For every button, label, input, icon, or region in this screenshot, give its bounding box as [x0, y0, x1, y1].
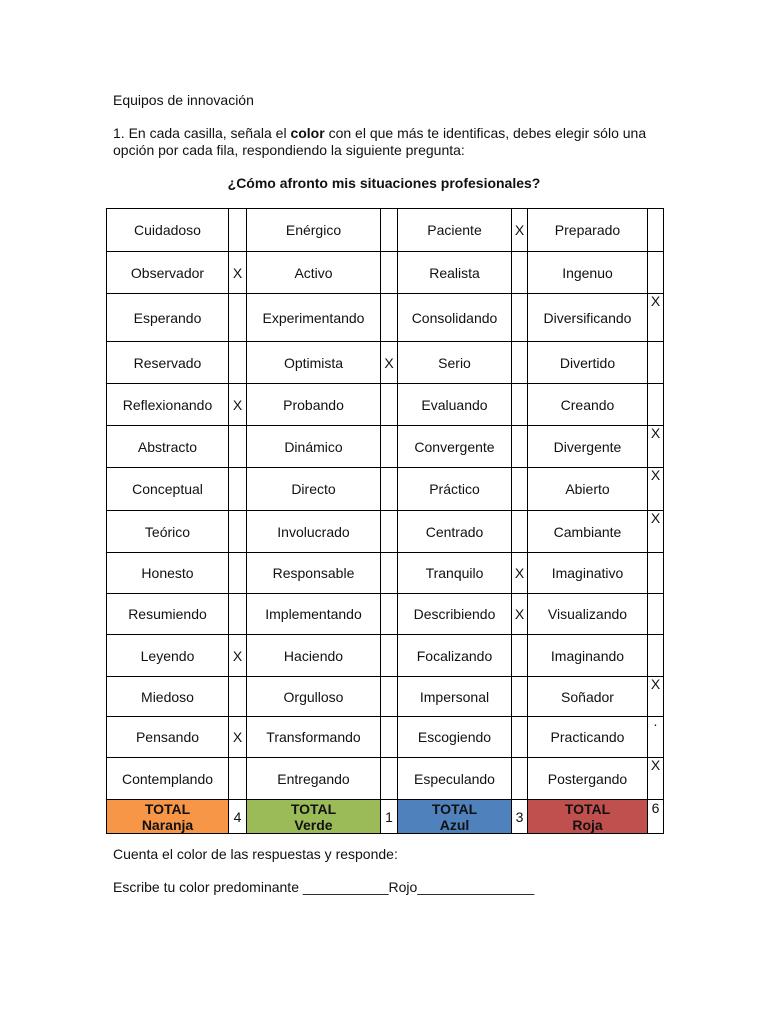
option-word: Postergando	[528, 758, 648, 800]
selection-mark-cell[interactable]: X	[648, 758, 664, 800]
selection-mark-cell[interactable]	[381, 384, 398, 426]
total-label: TOTAL	[144, 800, 191, 817]
total-label-cell	[107, 800, 229, 834]
option-word: Probando	[247, 384, 381, 426]
selection-mark-cell[interactable]: X	[512, 553, 528, 594]
option-word: Resumiendo	[107, 594, 229, 635]
option-word: Evaluando	[398, 384, 512, 426]
option-word: Serio	[398, 342, 512, 384]
option-word: Convergente	[398, 426, 512, 468]
selection-mark-cell[interactable]: X	[512, 209, 528, 252]
selection-mark-cell[interactable]	[648, 342, 664, 384]
total-color-name: Roja	[572, 816, 603, 833]
instruction-text-end: con el que más te identificas, debes elegir sólo una opción por cada fila, respondiendo la siguiente pregunta:	[113, 125, 647, 158]
option-word: Centrado	[398, 511, 512, 553]
option-word: Transformando	[247, 717, 381, 758]
selection-mark-cell[interactable]	[381, 594, 398, 635]
option-word: Implementando	[247, 594, 381, 635]
selection-mark-cell[interactable]	[381, 252, 398, 294]
dominant-color-line: Escribe tu color predominante ___________Rojo_______________	[113, 879, 535, 895]
selection-mark-cell[interactable]	[648, 553, 664, 594]
selection-mark-cell[interactable]: X	[229, 717, 247, 758]
selection-mark-cell[interactable]	[229, 209, 247, 252]
option-word: Enérgico	[247, 209, 381, 252]
option-word: Honesto	[107, 553, 229, 594]
option-word: Escogiendo	[398, 717, 512, 758]
selection-mark-cell[interactable]	[648, 252, 664, 294]
total-label: TOTAL	[564, 800, 611, 817]
total-color-name: Verde	[294, 816, 333, 833]
selection-mark-cell[interactable]	[512, 468, 528, 511]
selection-mark-cell[interactable]	[381, 677, 398, 717]
selection-mark-cell[interactable]	[381, 635, 398, 677]
selection-mark-cell[interactable]	[512, 717, 528, 758]
selection-mark-cell[interactable]	[512, 635, 528, 677]
selection-mark-cell[interactable]	[381, 553, 398, 594]
total-label-cell	[528, 800, 648, 834]
option-word: Abierto	[528, 468, 648, 511]
table-row	[107, 635, 664, 677]
selection-mark-cell[interactable]: X	[648, 677, 664, 717]
table-row	[107, 553, 664, 594]
selection-mark-cell[interactable]	[229, 294, 247, 342]
option-word: Observador	[107, 252, 229, 294]
selection-mark-cell[interactable]	[512, 758, 528, 800]
total-label: TOTAL	[431, 800, 478, 817]
table-row	[107, 384, 664, 426]
option-word: Pensando	[107, 717, 229, 758]
selection-mark-cell[interactable]	[512, 511, 528, 553]
option-word: Entregando	[247, 758, 381, 800]
selection-mark-cell[interactable]	[512, 342, 528, 384]
option-word: Responsable	[247, 553, 381, 594]
option-word: Reservado	[107, 342, 229, 384]
total-label: TOTAL	[290, 800, 337, 817]
option-word: Soñador	[528, 677, 648, 717]
option-word: Esperando	[107, 294, 229, 342]
option-word: Diversificando	[528, 294, 648, 342]
document-title: Equipos de innovación	[113, 92, 254, 108]
selection-mark-cell[interactable]	[381, 209, 398, 252]
option-word: Describiendo	[398, 594, 512, 635]
option-word: Experimentando	[247, 294, 381, 342]
selection-mark-cell[interactable]: X	[648, 511, 664, 553]
selection-mark-cell[interactable]	[381, 511, 398, 553]
option-word: Directo	[247, 468, 381, 511]
selection-mark-cell[interactable]	[512, 426, 528, 468]
selection-mark-cell[interactable]	[512, 294, 528, 342]
selection-mark-cell[interactable]	[648, 635, 664, 677]
option-word: Práctico	[398, 468, 512, 511]
total-count: 4	[229, 800, 247, 834]
option-word: Imaginativo	[528, 553, 648, 594]
option-word: Teórico	[107, 511, 229, 553]
selection-mark-cell[interactable]	[229, 468, 247, 511]
selection-mark-cell[interactable]	[512, 384, 528, 426]
table-row	[107, 294, 664, 342]
table-row	[107, 594, 664, 635]
option-word: Imaginando	[528, 635, 648, 677]
selection-mark-cell[interactable]	[381, 758, 398, 800]
option-word: Divergente	[528, 426, 648, 468]
option-word: Dinámico	[247, 426, 381, 468]
option-word: Realista	[398, 252, 512, 294]
option-word: Activo	[247, 252, 381, 294]
option-word: Haciendo	[247, 635, 381, 677]
option-word: Involucrado	[247, 511, 381, 553]
option-word: Cuidadoso	[107, 209, 229, 252]
table-row	[107, 511, 664, 553]
selection-mark-cell[interactable]	[229, 426, 247, 468]
option-word: Optimista	[247, 342, 381, 384]
selection-mark-cell[interactable]: X	[229, 252, 247, 294]
table-row	[107, 717, 664, 758]
option-word: Preparado	[528, 209, 648, 252]
selection-mark-cell[interactable]	[229, 594, 247, 635]
option-word: Divertido	[528, 342, 648, 384]
selection-mark-cell[interactable]	[381, 426, 398, 468]
option-word: Miedoso	[107, 677, 229, 717]
selection-mark-cell[interactable]	[381, 717, 398, 758]
total-label-cell	[398, 800, 512, 834]
option-word: Practicando	[528, 717, 648, 758]
selection-mark-cell[interactable]: X	[648, 294, 664, 342]
option-word: Tranquilo	[398, 553, 512, 594]
selection-mark-cell[interactable]	[648, 384, 664, 426]
option-word: Paciente	[398, 209, 512, 252]
selection-mark-cell[interactable]	[512, 252, 528, 294]
selection-mark-cell[interactable]: X	[648, 468, 664, 511]
selection-mark-cell[interactable]: X	[381, 342, 398, 384]
table-row	[107, 468, 664, 511]
option-word: Visualizando	[528, 594, 648, 635]
instruction-text	[113, 125, 673, 159]
selection-mark-cell[interactable]	[229, 677, 247, 717]
selection-mark-cell[interactable]: X	[229, 384, 247, 426]
option-word: Orgulloso	[247, 677, 381, 717]
total-count: 1	[381, 800, 398, 834]
selection-mark-cell[interactable]	[512, 677, 528, 717]
option-word: Reflexionando	[107, 384, 229, 426]
survey-table	[106, 208, 664, 834]
table-row	[107, 252, 664, 294]
total-count: 6	[648, 800, 664, 834]
option-word: Cambiante	[528, 511, 648, 553]
selection-mark-cell[interactable]	[229, 758, 247, 800]
selection-mark-cell[interactable]	[381, 468, 398, 511]
table-row	[107, 426, 664, 468]
total-color-name: Naranja	[141, 816, 194, 833]
table-row	[107, 209, 664, 252]
count-prompt: Cuenta el color de las respuestas y responde:	[113, 846, 398, 862]
option-word: Especulando	[398, 758, 512, 800]
selection-mark-cell[interactable]	[648, 594, 664, 635]
table-row	[107, 677, 664, 717]
selection-mark-cell[interactable]: X	[229, 635, 247, 677]
totals-row	[107, 800, 664, 834]
total-color-name: Azul	[439, 816, 470, 833]
instruction-text-start: 1. En cada casilla, señala el	[113, 125, 291, 141]
selection-mark-cell[interactable]	[229, 342, 247, 384]
selection-mark-cell[interactable]	[229, 511, 247, 553]
option-word: Focalizando	[398, 635, 512, 677]
option-word: Contemplando	[107, 758, 229, 800]
question-heading: ¿Cómo afronto mis situaciones profesionales?	[227, 175, 541, 191]
selection-mark-cell[interactable]	[381, 294, 398, 342]
option-word: Abstracto	[107, 426, 229, 468]
option-word: Impersonal	[398, 677, 512, 717]
option-word: Consolidando	[398, 294, 512, 342]
selection-mark-cell[interactable]: ·	[648, 717, 664, 758]
total-label-cell	[247, 800, 381, 834]
option-word: Leyendo	[107, 635, 229, 677]
selection-mark-cell[interactable]: X	[512, 594, 528, 635]
total-count: 3	[512, 800, 528, 834]
instruction-text-bold: color	[290, 125, 325, 141]
option-word: Creando	[528, 384, 648, 426]
table-row	[107, 758, 664, 800]
selection-mark-cell[interactable]	[648, 209, 664, 252]
selection-mark-cell[interactable]: X	[648, 426, 664, 468]
option-word: Conceptual	[107, 468, 229, 511]
selection-mark-cell[interactable]	[229, 553, 247, 594]
option-word: Ingenuo	[528, 252, 648, 294]
table-row	[107, 342, 664, 384]
